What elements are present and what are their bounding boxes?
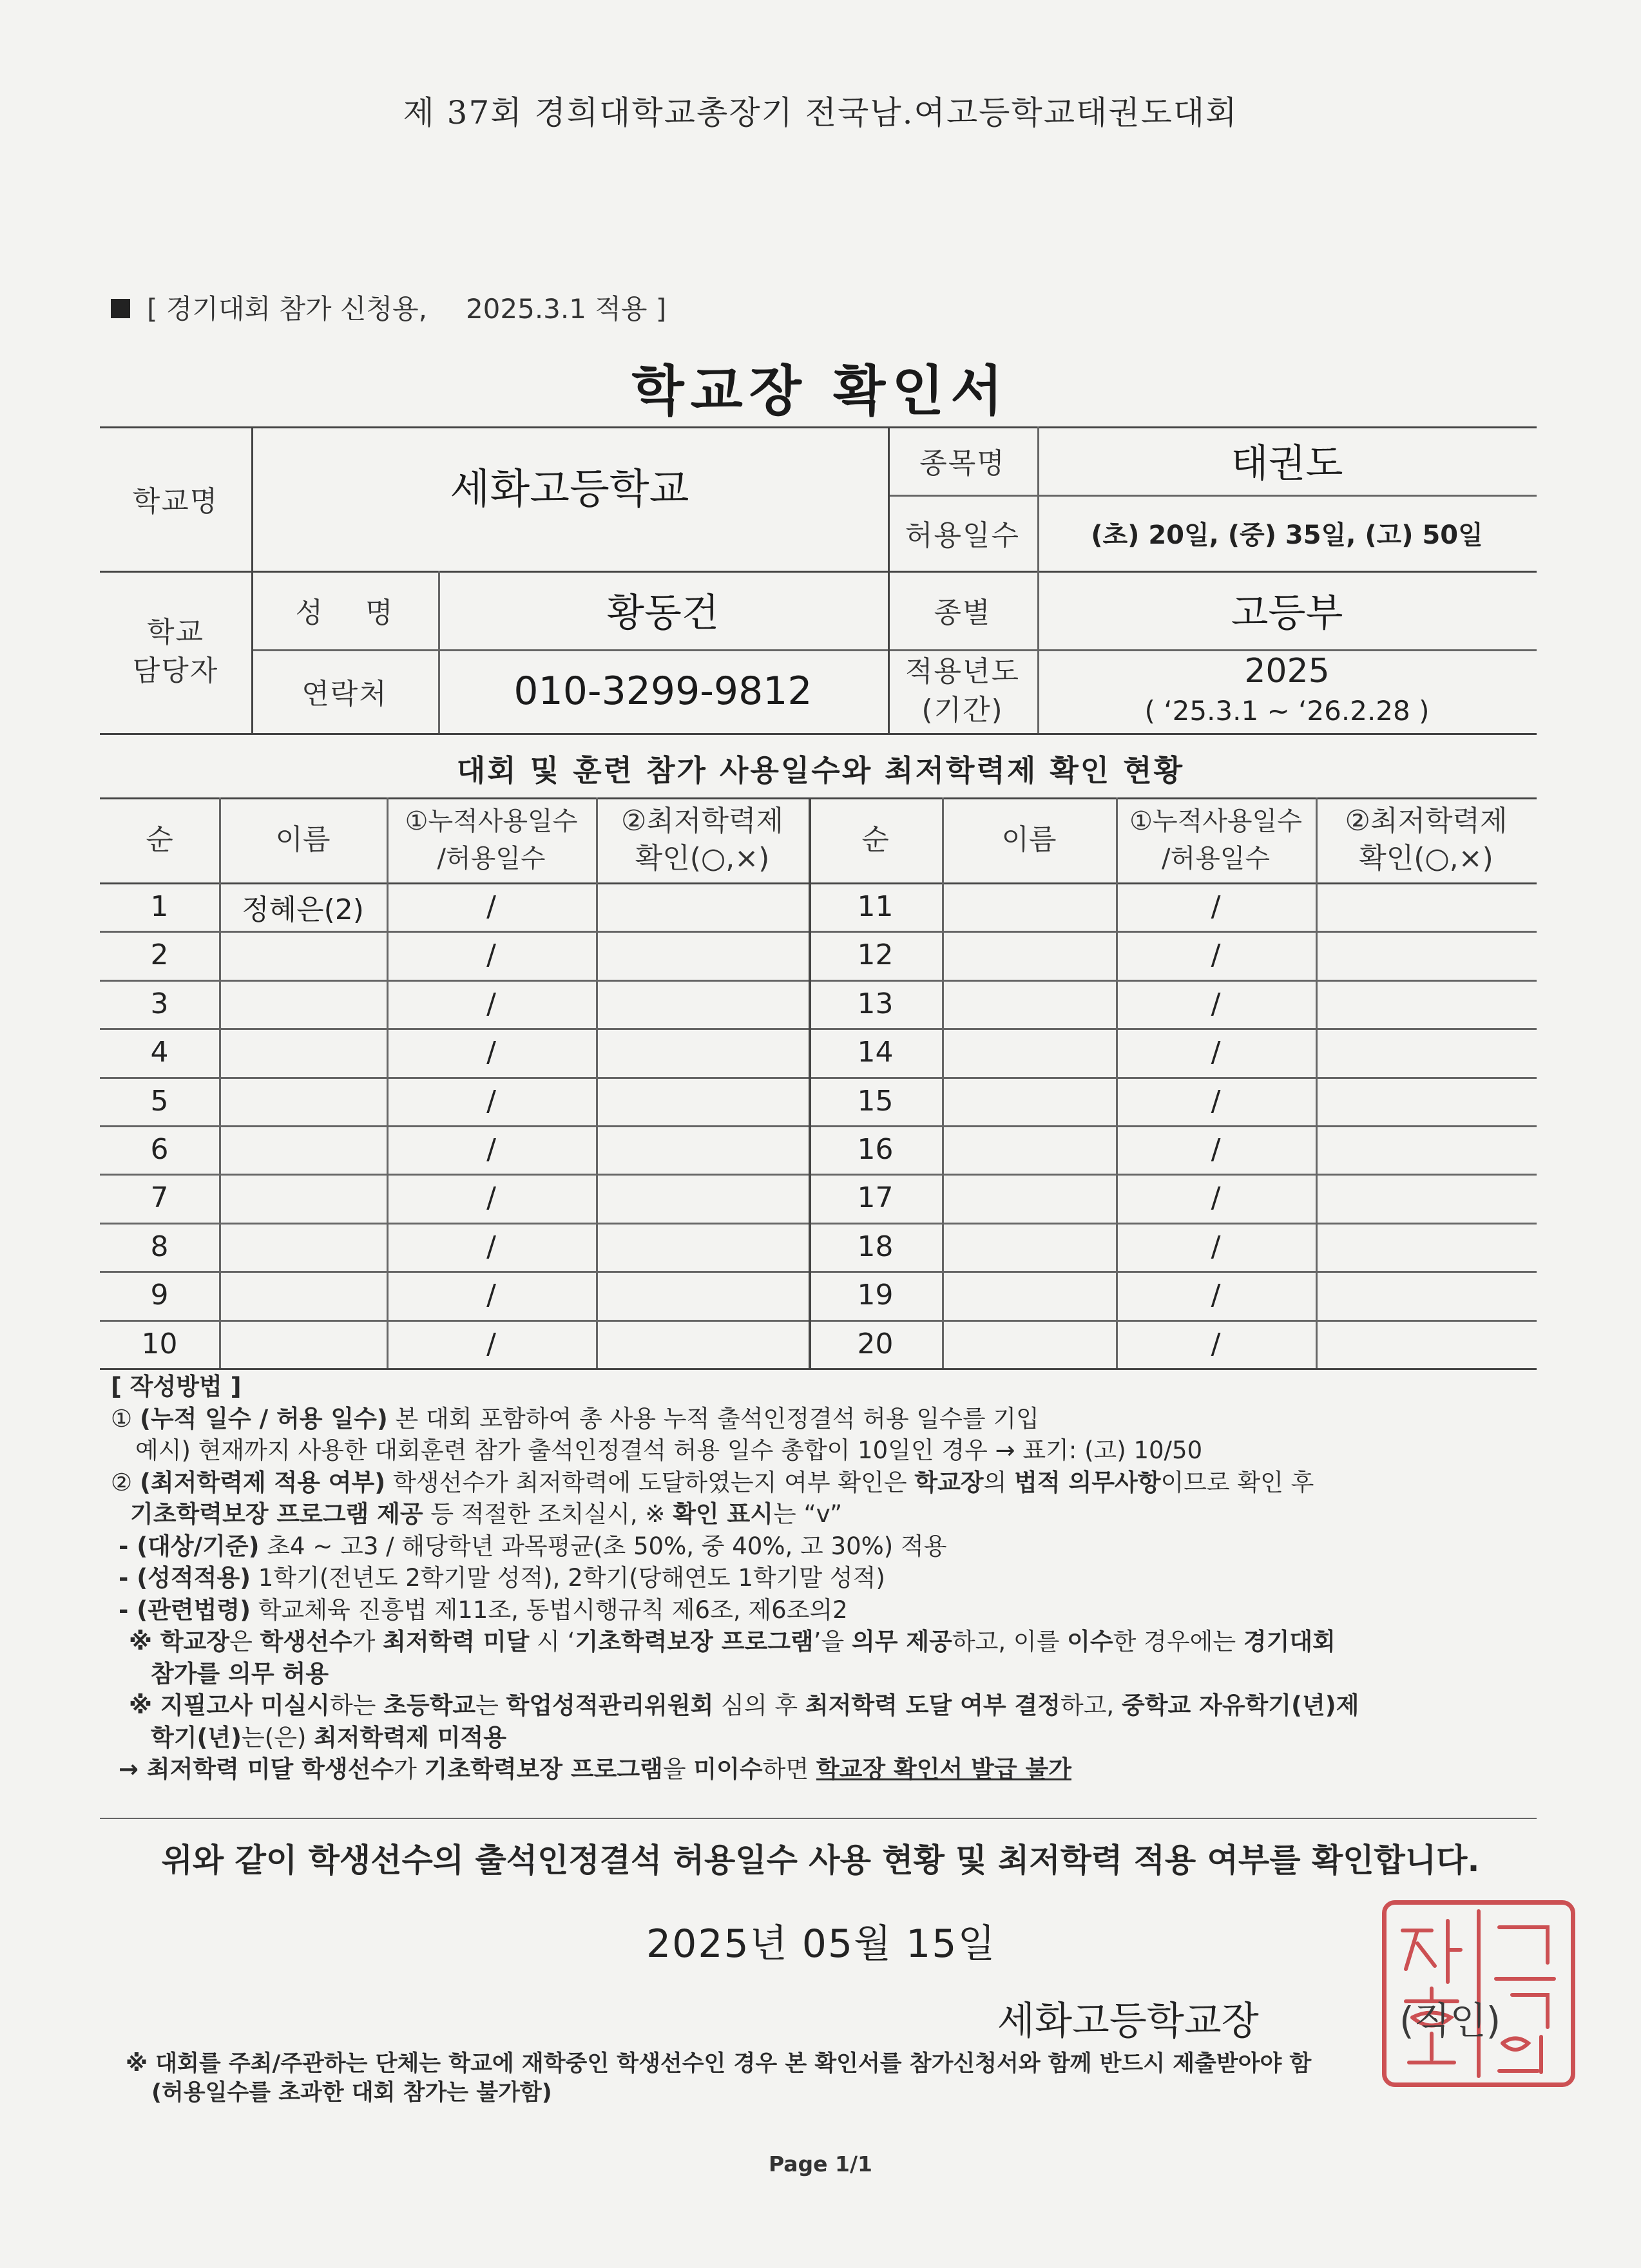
roster-header-name-left: 이름 (275, 823, 331, 856)
instruction-2: ② (최저학력제 적용 여부) 학생선수가 최저학력에 도달하였는지 여부 확인은 학교장의 법적 의무사항이므로 확인 후 (111, 1468, 1314, 1496)
days-used-over-allowed: / (486, 939, 496, 971)
days-used-over-allowed: / (486, 1328, 496, 1360)
athlete-name (942, 1223, 1116, 1271)
athlete-name (942, 980, 1116, 1028)
min-academic-check (1316, 1077, 1537, 1125)
days-used-over-allowed: / (1211, 1279, 1221, 1311)
min-academic-check (596, 1223, 809, 1271)
roster-header-check-2: 확인(○,×) (635, 842, 770, 875)
athlete-name (219, 931, 387, 979)
instruction-1: ① (누적 일수 / 허용 일수) 본 대회 포함하여 총 사용 누적 출석인정결석 허용 일수를 기입 (111, 1404, 1039, 1433)
athlete-name (942, 1174, 1116, 1222)
days-used-over-allowed: / (486, 1085, 496, 1118)
instruction-1-example: 예시) 현재까지 사용한 대회훈련 참가 출석인정결석 허용 일수 총합이 10일인 경우 → 표기: (고) 10/50 (135, 1436, 1203, 1464)
roster-header-days-1: ①누적사용일수 (1129, 806, 1302, 836)
event-label: 종목명 (919, 447, 1006, 480)
roster-header-check-left (596, 797, 809, 882)
row-number: 18 (857, 1230, 894, 1263)
min-academic-check (1316, 1223, 1537, 1271)
days-used-over-allowed: / (1211, 939, 1221, 971)
row-number: 19 (857, 1279, 894, 1311)
row-number: 7 (150, 1181, 169, 1214)
athlete-name (219, 1320, 387, 1368)
roster-header-check-1: ②최저학력제 (1345, 805, 1508, 837)
event-value: 태권도 (1231, 441, 1343, 486)
min-academic-check (596, 1077, 809, 1125)
contact-name-label: 성 명 (295, 596, 394, 629)
roster-header-check-1: ②최저학력제 (621, 805, 783, 837)
square-bullet-icon (111, 299, 130, 318)
athlete-name (942, 1271, 1116, 1319)
min-academic-check (596, 882, 809, 931)
instruction-2-line2: 기초학력보장 프로그램 제공 등 적절한 조치실시, ※ 확인 표시는 “v” (130, 1500, 843, 1528)
days-used-over-allowed: / (1211, 890, 1221, 923)
row-number: 1 (150, 890, 169, 923)
days-used-over-allowed: / (1211, 987, 1221, 1020)
roster-header-days-2: /허용일수 (437, 844, 546, 873)
row-number: 12 (857, 939, 894, 971)
roster-header-no-left: 순 (146, 823, 173, 856)
roster-header-days-right (1116, 797, 1316, 882)
roster-header-days-2: /허용일수 (1161, 844, 1271, 873)
days-used-over-allowed: / (486, 1230, 496, 1263)
seal-placeholder-label: (직인) (1399, 1999, 1501, 2043)
allowed-days-label: 허용일수 (905, 519, 1020, 552)
school-name-label: 학교명 (132, 485, 219, 518)
days-used-over-allowed: / (1211, 1036, 1221, 1069)
competition-title: 제 37회 경희대학교총장기 전국남.여고등학교태권도대회 (403, 94, 1238, 131)
row-number: 15 (857, 1085, 894, 1118)
form-note-right: 2025.3.1 적용 ] (465, 293, 667, 325)
year-label (888, 649, 1037, 733)
min-academic-check (596, 1320, 809, 1368)
form-note-left: [ 경기대회 참가 신청용, (147, 293, 427, 325)
min-academic-check (1316, 1125, 1537, 1174)
footnote (126, 2050, 1311, 2108)
days-used-over-allowed: / (486, 987, 496, 1020)
contact-group-label-2: 담당자 (132, 654, 219, 687)
instruction-bullet-law: - (관련법령) 학교체육 진흥법 제11조, 동법시행규칙 제6조, 제6조의2 (119, 1596, 848, 1624)
days-used-over-allowed: / (1211, 1328, 1221, 1360)
min-academic-check (1316, 980, 1537, 1028)
contact-group-label (100, 571, 251, 733)
row-number: 11 (857, 890, 894, 923)
roster-header-no-right: 순 (861, 823, 889, 856)
row-number: 17 (857, 1181, 894, 1214)
min-academic-check (596, 1271, 809, 1319)
days-used-over-allowed: / (486, 890, 496, 923)
row-number: 8 (150, 1230, 169, 1263)
school-name-value: 세화고등학교 (450, 466, 689, 513)
roster-header-days-left (387, 797, 596, 882)
days-used-over-allowed: / (1211, 1133, 1221, 1166)
division-label: 종별 (934, 596, 992, 629)
page-number: Page 1/1 (768, 2151, 873, 2177)
row-number: 2 (150, 939, 169, 971)
roster-header-name-right: 이름 (1001, 823, 1057, 856)
principal-signature: 세화고등학교장 (997, 1999, 1259, 2044)
row-number: 4 (150, 1036, 169, 1069)
roster-header-check-right (1316, 797, 1537, 882)
row-number: 5 (150, 1085, 169, 1118)
athlete-name (942, 1077, 1116, 1125)
min-academic-check (596, 1125, 809, 1174)
year-value: 2025 (1244, 652, 1330, 691)
min-academic-check (1316, 1028, 1537, 1076)
days-used-over-allowed: / (486, 1133, 496, 1166)
athlete-name (942, 1028, 1116, 1076)
athlete-name (219, 1125, 387, 1174)
days-used-over-allowed: / (1211, 1085, 1221, 1118)
days-used-over-allowed: / (486, 1036, 496, 1069)
year-value-cell (1037, 649, 1537, 733)
athlete-name (219, 1077, 387, 1125)
instruction-note-2: ※ 지필고사 미실시하는 초등학교는 학업성적관리위원회 심의 후 최저학력 도달 여부 결정하고, 중학교 자유학기(년)제 (129, 1691, 1359, 1719)
days-used-over-allowed: / (486, 1181, 496, 1214)
roster-section-title: 대회 및 훈련 참가 사용일수와 최저학력제 확인 현황 (456, 753, 1185, 788)
days-used-over-allowed: / (1211, 1181, 1221, 1214)
min-academic-check (596, 980, 809, 1028)
min-academic-check (596, 1028, 809, 1076)
contact-name-value: 황동건 (607, 591, 719, 636)
instructions-heading: [ 작성방법 ] (111, 1373, 242, 1400)
min-academic-check (1316, 882, 1537, 931)
instructions (111, 1371, 1541, 1786)
year-label-1: 적용년도 (905, 655, 1020, 688)
row-number: 20 (857, 1328, 894, 1360)
allowed-days-value: (초) 20일, (중) 35일, (고) 50일 (1091, 520, 1483, 550)
division-value: 고등부 (1231, 591, 1343, 636)
days-used-over-allowed: / (486, 1279, 496, 1311)
footnote-line-2: (허용일수를 초과한 대회 참가는 불가함) (151, 2080, 552, 2106)
instruction-note-3: → 최저학력 미달 학생선수가 기초학력보장 프로그램을 미이수하면 학교장 확인서 발급 불가 (119, 1755, 1071, 1783)
period-value: ( ‘25.3.1 ~ ‘26.2.28 ) (1144, 695, 1430, 727)
athlete-name (219, 980, 387, 1028)
contact-phone-value: 010-3299-9812 (513, 669, 812, 714)
instruction-note-1: ※ 학교장은 학생선수가 최저학력 미달 시 ‘기초학력보장 프로그램’을 의무 제공하고, 이를 이수한 경우에는 경기대회 (129, 1628, 1336, 1655)
min-academic-check (1316, 1271, 1537, 1319)
roster-header-check-2: 확인(○,×) (1359, 842, 1493, 875)
instruction-note-2-line2: 학기(년)는(은) 최저학력제 미적용 (151, 1723, 506, 1751)
row-number: 3 (150, 987, 169, 1020)
athlete-name: 정혜은(2) (242, 893, 364, 926)
athlete-name (942, 1320, 1116, 1368)
contact-group-label-1: 학교 (146, 616, 204, 649)
min-academic-check (1316, 1174, 1537, 1222)
roster-header-days-1: ①누적사용일수 (405, 806, 578, 836)
row-number: 13 (857, 987, 894, 1020)
athlete-name (219, 1223, 387, 1271)
form-note (111, 288, 666, 327)
min-academic-check (596, 1174, 809, 1222)
instruction-bullet-grades: - (성적적용) 1학기(전년도 2학기말 성적), 2학기(당해연도 1학기말 성적) (119, 1564, 885, 1592)
athlete-name (219, 1028, 387, 1076)
min-academic-check (1316, 1320, 1537, 1368)
min-academic-check (1316, 931, 1537, 979)
min-academic-check (596, 931, 809, 979)
document-title: 학교장 확인서 (631, 359, 1010, 423)
instruction-bullet-target: - (대상/기준) 초4 ~ 고3 / 해당학년 과목평균(초 50%, 중 40%, 고 30%) 적용 (119, 1532, 947, 1560)
athlete-name (942, 1125, 1116, 1174)
year-label-2: (기간) (921, 694, 1004, 727)
athlete-name (219, 1271, 387, 1319)
row-number: 16 (857, 1133, 894, 1166)
confirmation-statement: 위와 같이 학생선수의 출석인정결석 허용일수 사용 현황 및 최저학력 적용 여부를 확인합니다. (161, 1842, 1480, 1879)
row-number: 10 (141, 1328, 178, 1360)
instruction-note-1-line2: 참가를 의무 허용 (151, 1659, 329, 1688)
athlete-name (942, 882, 1116, 931)
contact-phone-label: 연락처 (302, 678, 388, 710)
athlete-name (942, 931, 1116, 979)
row-number: 6 (150, 1133, 169, 1166)
athlete-name (219, 1174, 387, 1222)
footnote-line-1: ※ 대회를 주최/주관하는 단체는 학교에 재학중인 학생선수인 경우 본 확인서를 참가신청서와 함께 반드시 제출받아야 함 (126, 2051, 1312, 2077)
issue-date: 2025년 05월 15일 (646, 1921, 997, 1967)
days-used-over-allowed: / (1211, 1230, 1221, 1263)
row-number: 14 (857, 1036, 894, 1069)
row-number: 9 (150, 1279, 169, 1311)
